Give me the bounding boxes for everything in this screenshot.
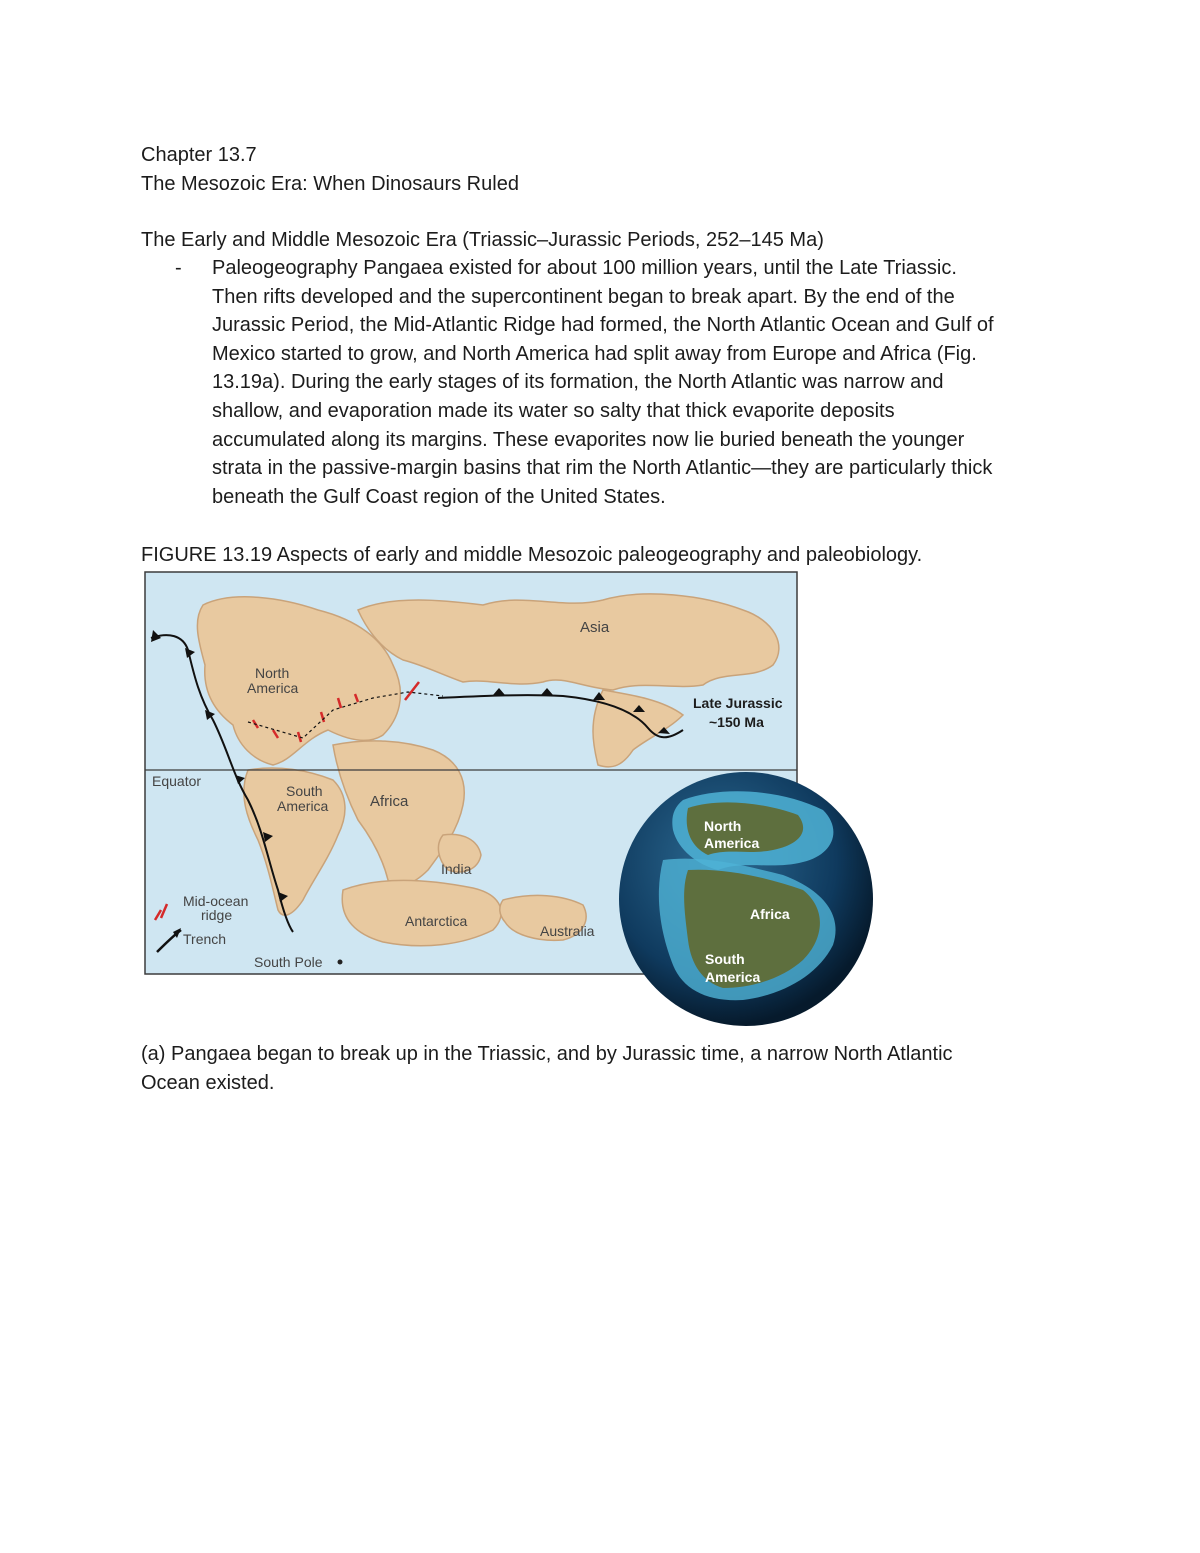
paragraph-line: Paleogeography Pangaea existed for about 100 million years, until the Late Triassic. bbox=[212, 257, 957, 279]
globe bbox=[619, 772, 873, 1026]
paragraph-line: strata in the passive-margin basins that rim the North Atlantic—they are particularly thick bbox=[212, 457, 993, 480]
label-north-america-1: North bbox=[255, 665, 290, 681]
figure-title: FIGURE 13.19 Aspects of early and middle Mesozoic paleogeography and paleobiology. bbox=[141, 544, 923, 566]
label-south-america-1: South bbox=[286, 783, 323, 799]
globe-label-north-america-1: North bbox=[704, 818, 742, 834]
globe-label-africa: Africa bbox=[750, 906, 790, 922]
label-age: ~150 Ma bbox=[709, 714, 764, 730]
label-asia: Asia bbox=[580, 619, 610, 636]
bullet-marker: - bbox=[175, 257, 182, 279]
label-north-america-2: America bbox=[247, 680, 299, 696]
paragraph-line: Mexico started to grow, and North America had split away from Europe and Africa (Fig. bbox=[212, 342, 977, 365]
paragraph-line: 13.19a). During the early stages of its formation, the North Atlantic was narrow and bbox=[212, 371, 944, 394]
label-india: India bbox=[441, 861, 472, 877]
globe-label-north-america-2: America bbox=[704, 835, 760, 851]
globe-label-south-america-2: America bbox=[705, 969, 761, 985]
section-heading: The Early and Middle Mesozoic Era (Triassic–Jurassic Periods, 252–145 Ma) bbox=[141, 229, 824, 251]
paleogeography-paragraph bbox=[212, 254, 1092, 511]
chapter-number: Chapter 13.7 bbox=[141, 144, 257, 166]
chapter-title: The Mesozoic Era: When Dinosaurs Ruled bbox=[141, 173, 519, 195]
label-australia: Australia bbox=[540, 923, 595, 939]
paleogeography-figure bbox=[143, 570, 878, 1032]
legend-ridge-2: ridge bbox=[201, 907, 233, 923]
paragraph-line: shallow, and evaporation made its water so salty that thick evaporite deposits bbox=[212, 399, 895, 422]
label-africa: Africa bbox=[370, 793, 409, 810]
figure-caption bbox=[141, 1040, 1041, 1097]
globe-label-south-america-1: South bbox=[705, 951, 745, 967]
label-antarctica: Antarctica bbox=[405, 913, 468, 929]
legend-trench: Trench bbox=[183, 931, 227, 947]
paragraph-line: Jurassic Period, the Mid-Atlantic Ridge had formed, the North Atlantic Ocean and Gulf of bbox=[212, 314, 994, 337]
south-pole-dot bbox=[338, 960, 343, 965]
legend-ridge-1: Mid-ocean bbox=[183, 893, 249, 909]
paragraph-line: beneath the Gulf Coast region of the United States. bbox=[212, 485, 666, 508]
caption-line: (a) Pangaea began to break up in the Triassic, and by Jurassic time, a narrow North Atlantic bbox=[141, 1043, 953, 1065]
label-period: Late Jurassic bbox=[693, 695, 783, 711]
label-equator: Equator bbox=[152, 773, 202, 789]
paragraph-line: Then rifts developed and the supercontinent began to break apart. By the end of the bbox=[212, 285, 955, 308]
label-south-pole: South Pole bbox=[254, 954, 323, 970]
caption-line: Ocean existed. bbox=[141, 1071, 275, 1094]
paragraph-line: accumulated along its margins. These evaporites now lie buried beneath the younger bbox=[212, 428, 965, 451]
label-south-america-2: America bbox=[277, 798, 329, 814]
